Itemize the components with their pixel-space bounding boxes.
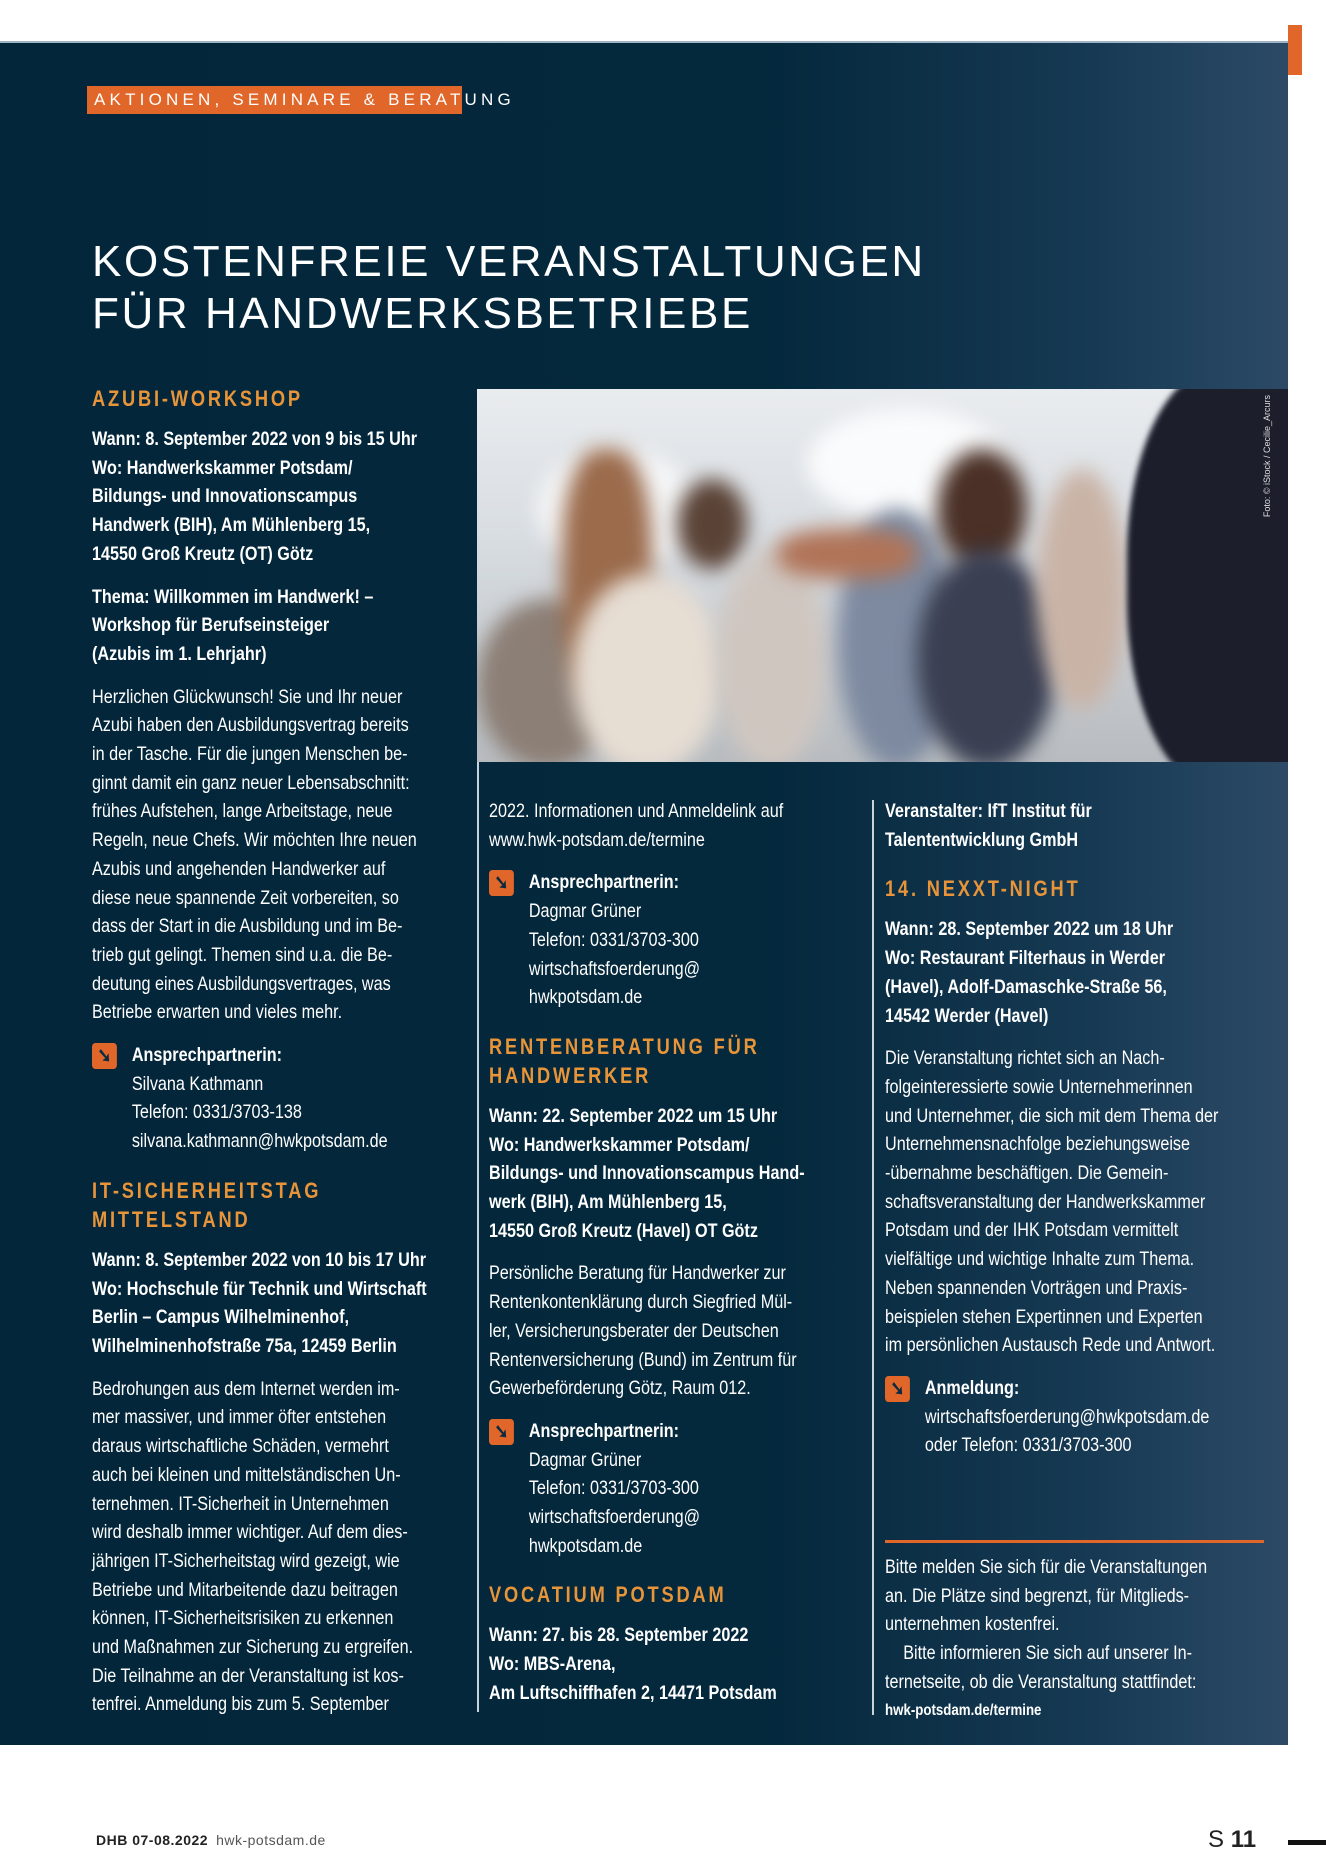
- text-line: Neben spannenden Vorträgen und Praxis-: [885, 1276, 1188, 1299]
- text-line: Potsdam und der IHK Potsdam vermittelt: [885, 1219, 1179, 1242]
- page-value: 11: [1230, 1826, 1257, 1853]
- text-line: Thema: Willkommen im Handwerk! –: [92, 585, 374, 608]
- text-line: Wann: 8. September 2022 von 10 bis 17 Uhr: [92, 1248, 427, 1271]
- text-line: 14. NEXXT-NIGHT: [885, 876, 1081, 902]
- text-line: Rentenversicherung (Bund) im Zentrum für: [489, 1348, 797, 1371]
- text-line: (Azubis im 1. Lehrjahr): [92, 642, 267, 665]
- contact-label: Anmeldung:: [924, 1376, 1020, 1399]
- arrow-icon: ➘: [489, 870, 514, 896]
- text-line: Gewerbeförderung Götz, Raum 012.: [489, 1377, 751, 1400]
- event-photo: [477, 389, 1288, 762]
- note-line: ternetseite, ob die Veranstaltung stattfindet:: [885, 1670, 1197, 1693]
- text-line: Workshop für Berufseinsteiger: [92, 614, 330, 637]
- text-line: Persönliche Beratung für Handwerker zur: [489, 1262, 786, 1285]
- event-details: [489, 1621, 805, 1707]
- text-line: Azubis und angehenden Handwerker auf: [92, 857, 386, 880]
- text-line: Berlin – Campus Wilhelminenhof,: [92, 1306, 350, 1329]
- text-line: Bildungs- und Innovationscampus: [92, 485, 358, 508]
- issue-label: DHB 07-08.2022: [96, 1832, 209, 1848]
- contact-label: Ansprechpartnerin:: [131, 1044, 283, 1067]
- text-line: 14542 Werder (Havel): [885, 1004, 1049, 1027]
- event-description: [885, 1044, 1218, 1360]
- text-line: folgeinteressierte sowie Unternehmerinnen: [885, 1075, 1193, 1098]
- text-line: dass der Start in die Ausbildung und im Be-: [92, 915, 403, 938]
- text-line: im persönlichen Austausch Rede und Antwort.: [885, 1334, 1216, 1357]
- text-line: Wo: Handwerkskammer Potsdam/: [92, 456, 353, 479]
- text-line: Silvana Kathmann: [131, 1072, 264, 1095]
- termine-link[interactable]: hwk-potsdam.de/termine: [885, 1701, 1042, 1719]
- text-line: Talententwicklung GmbH: [885, 828, 1079, 851]
- text-line: RENTENBERATUNG FÜR: [489, 1033, 760, 1059]
- text-line: Rentenkontenklärung durch Siegfried Mül-: [489, 1291, 793, 1314]
- text-line: Wo: MBS-Arena,: [489, 1653, 616, 1676]
- page-bar: [1288, 1840, 1326, 1845]
- contact-block: [489, 1417, 805, 1561]
- text-line: Azubi haben den Ausbildungsvertrag bereits: [92, 714, 409, 737]
- text-line: trieb gut gelingt. Themen sind u.a. die Be-: [92, 943, 393, 966]
- text-line: Die Veranstaltung richtet sich an Nach-: [885, 1047, 1165, 1070]
- text-line: daraus wirtschaftliche Schäden, vermehrt: [92, 1435, 389, 1458]
- text-line: in der Tasche. Für die jungen Menschen be-: [92, 743, 408, 766]
- text-line: und Maßnahmen zur Sicherung zu ergreifen.: [92, 1636, 414, 1659]
- text-line: schaftsveranstaltung der Handwerkskammer: [885, 1190, 1206, 1213]
- text-line: auch bei kleinen und mittelständischen Un-: [92, 1463, 401, 1486]
- contact-label: Ansprechpartnerin:: [528, 1419, 680, 1442]
- text-line: 14550 Groß Kreutz (Havel) OT Götz: [489, 1219, 758, 1242]
- text-line[interactable]: silvana.kathmann@hwkpotsdam.de: [131, 1130, 388, 1153]
- text-line[interactable]: wirtschaftsfoerderung@: [528, 957, 701, 980]
- column-3: [885, 797, 1218, 1460]
- text-line: vielfältige und wichtige Inhalte zum Thema.: [885, 1248, 1195, 1271]
- arrow-icon: ➘: [92, 1043, 117, 1069]
- text-line: Wilhelminenhofstraße 75a, 12459 Berlin: [92, 1334, 397, 1357]
- text-line: ler, Versicherungsberater der Deutschen: [489, 1319, 779, 1342]
- text-line: Am Luftschiffhafen 2, 14471 Potsdam: [489, 1681, 777, 1704]
- registration-note: [885, 1553, 1207, 1725]
- text-line: Bildungs- und Innovationscampus Hand-: [489, 1162, 805, 1185]
- contact-block: [489, 868, 805, 1012]
- contact-block: [92, 1041, 427, 1156]
- text-line: Herzlichen Glückwunsch! Sie und Ihr neuer: [92, 685, 403, 708]
- event-description: [92, 683, 427, 1027]
- note-line: an. Die Plätze sind begrenzt, für Mitglieds-: [885, 1584, 1190, 1607]
- text-line: oder Telefon: 0331/3703-300: [924, 1434, 1132, 1457]
- note-line: Bitte melden Sie sich für die Veranstaltungen: [885, 1556, 1208, 1578]
- column-divider: [872, 800, 874, 1715]
- text-line: Wo: Handwerkskammer Potsdam/: [489, 1133, 750, 1156]
- text-line[interactable]: wirtschaftsfoerderung@hwkpotsdam.de: [924, 1405, 1210, 1428]
- text-line: ginnt damit ein ganz neuer Lebensabschnitt:: [92, 771, 410, 794]
- page-number: [1208, 1826, 1256, 1854]
- text-line: Wo: Restaurant Filterhaus in Werder: [885, 947, 1165, 970]
- event-description: [489, 797, 805, 854]
- text-line: hwkpotsdam.de: [528, 986, 643, 1009]
- footer-site-link[interactable]: hwk-potsdam.de: [216, 1832, 326, 1848]
- page-title: [92, 236, 926, 340]
- column-2: [489, 797, 805, 1708]
- text-line: 2022. Informationen und Anmeldelink auf: [489, 800, 784, 822]
- event-description: [92, 1375, 427, 1719]
- text-line: Telefon: 0331/3703-300: [528, 1477, 699, 1500]
- text-line: MITTELSTAND: [92, 1206, 251, 1232]
- text-line: hwkpotsdam.de: [528, 1534, 643, 1557]
- event-details: [92, 425, 427, 569]
- footer: [96, 1832, 326, 1848]
- photo-credit: Foto: © iStock / Cecilie_Arcurs: [1262, 395, 1272, 518]
- text-line: Wann: 8. September 2022 von 9 bis 15 Uhr: [92, 428, 418, 450]
- text-line: können, IT-Sicherheitsrisiken zu erkennen: [92, 1607, 394, 1630]
- note-line: unternehmen kostenfrei.: [885, 1613, 1060, 1636]
- text-line: jährigen IT-Sicherheitstag wird gezeigt, wie: [92, 1549, 400, 1572]
- text-line: und Unternehmer, die sich mit dem Thema der: [885, 1104, 1219, 1127]
- text-line: Wann: 28. September 2022 um 18 Uhr: [885, 918, 1174, 941]
- text-line: beispielen stehen Expertinnen und Experten: [885, 1305, 1203, 1328]
- text-line: Betriebe und Mitarbeitende dazu beitragen: [92, 1578, 398, 1601]
- text-line: Veranstalter: IfT Institut für: [885, 800, 1092, 822]
- text-line: Handwerk (BIH), Am Mühlenberg 15,: [92, 514, 371, 537]
- column-divider: [477, 762, 479, 1712]
- arrow-icon: ➘: [489, 1419, 514, 1445]
- note-line: Bitte informieren Sie sich auf unserer In-: [903, 1642, 1193, 1665]
- text-line: 14550 Groß Kreutz (OT) Götz: [92, 542, 314, 565]
- event-details: [885, 915, 1218, 1030]
- section-heading: [92, 384, 427, 413]
- text-line: Wann: 27. bis 28. September 2022: [489, 1624, 749, 1647]
- column-1: [92, 384, 427, 1719]
- text-line: Unternehmensnachfolge beziehungsweise: [885, 1133, 1191, 1156]
- text-line: AZUBI-WORKSHOP: [92, 386, 303, 411]
- text-line: Bedrohungen aus dem Internet werden im-: [92, 1377, 400, 1400]
- text-line: diese neue spannende Zeit vorbereiten, so: [92, 886, 399, 909]
- text-line: Die Teilnahme an der Veranstaltung ist kos-: [92, 1664, 404, 1687]
- text-line: VOCATIUM POTSDAM: [489, 1582, 727, 1608]
- text-line: Wo: Hochschule für Technik und Wirtschaft: [92, 1277, 427, 1300]
- text-line: Telefon: 0331/3703-300: [528, 928, 699, 951]
- text-line: Betriebe erwarten und vieles mehr.: [92, 1001, 343, 1024]
- title-line: FÜR HANDWERKSBETRIEBE: [92, 289, 753, 338]
- text-line: werk (BIH), Am Mühlenberg 15,: [489, 1191, 727, 1214]
- text-line: Regeln, neue Chefs. Wir möchten Ihre neuen: [92, 829, 417, 852]
- contact-label: Ansprechpartnerin:: [528, 871, 680, 894]
- title-line: KOSTENFREIE VERANSTALTUNGEN: [92, 237, 926, 286]
- event-details: [885, 797, 1218, 854]
- event-description: [489, 1259, 805, 1403]
- event-details: [92, 1246, 427, 1361]
- section-heading: [885, 874, 1218, 903]
- section-heading: [489, 1032, 805, 1090]
- text-line[interactable]: wirtschaftsfoerderung@: [528, 1506, 701, 1529]
- text-line: -übernahme beschäftigen. Die Gemein-: [885, 1162, 1169, 1185]
- text-line: deutung eines Ausbildungsvertrages, was: [92, 972, 391, 995]
- text-line: mer massiver, und immer öfter entstehen: [92, 1406, 387, 1429]
- category-tag: AKTIONEN, SEMINARE & BERATUNG: [87, 86, 462, 114]
- text-line: (Havel), Adolf-Damaschke-Straße 56,: [885, 975, 1167, 998]
- page-prefix: S: [1208, 1826, 1225, 1853]
- text-line: Telefon: 0331/3703-138: [131, 1101, 302, 1124]
- note-divider: [885, 1540, 1264, 1543]
- event-details: [489, 1102, 805, 1246]
- text-line: IT-SICHERHEITSTAG: [92, 1177, 322, 1203]
- section-heading: [92, 1176, 427, 1234]
- text-line: ternehmen. IT-Sicherheit in Unternehmen: [92, 1492, 389, 1515]
- section-heading: [489, 1580, 805, 1609]
- text-line: HANDWERKER: [489, 1062, 652, 1088]
- text-line[interactable]: www.hwk-potsdam.de/termine: [489, 828, 705, 851]
- contact-block: [885, 1374, 1218, 1460]
- event-details: [92, 583, 427, 669]
- text-line: Dagmar Grüner: [528, 900, 642, 923]
- arrow-icon: ➘: [885, 1376, 910, 1402]
- text-line: Dagmar Grüner: [528, 1448, 642, 1471]
- text-line: Wann: 22. September 2022 um 15 Uhr: [489, 1104, 778, 1127]
- text-line: wird deshalb immer wichtiger. Auf dem dies-: [92, 1521, 408, 1544]
- text-line: frühes Aufstehen, lange Arbeitstage, neue: [92, 800, 393, 823]
- text-line: tenfrei. Anmeldung bis zum 5. September: [92, 1693, 389, 1716]
